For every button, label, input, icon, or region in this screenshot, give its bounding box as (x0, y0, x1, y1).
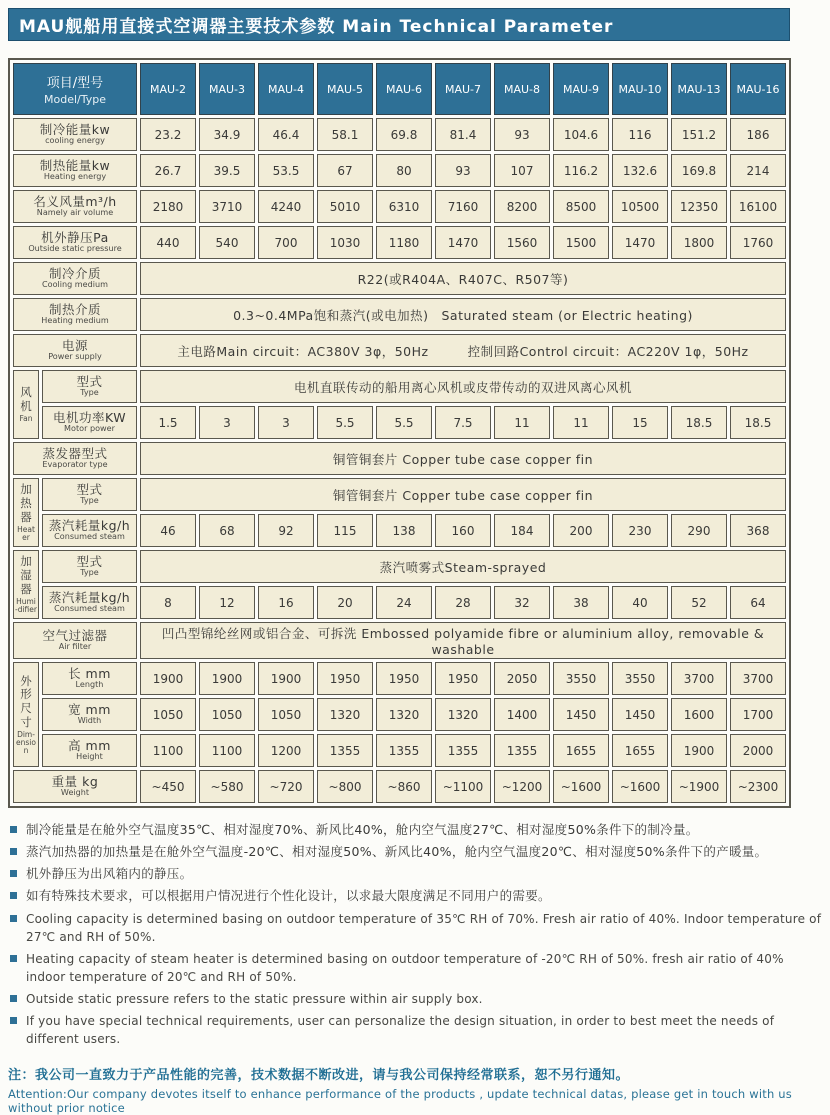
note-text: Cooling capacity is determined basing on outdoor temperature of 35℃ RH of 70%. Fresh air ratio of 40%. Indoor temperature of 27℃ and RH of 50%. (26, 911, 822, 944)
note-item (8, 865, 822, 883)
bullet-square-icon (10, 915, 17, 922)
cell: 3550 (553, 662, 609, 695)
cell: 15 (612, 406, 668, 439)
cell-span: 铜管铜套片 Copper tube case copper fin (140, 442, 786, 475)
cell: 11 (494, 406, 550, 439)
cell-span: 铜管铜套片 Copper tube case copper fin (140, 478, 786, 511)
cell: 8 (140, 586, 196, 619)
note-text: 如有特殊技术要求，可以根据用户情况进行个性化设计，以求最大限度满足不同用户的需要。 (26, 888, 551, 904)
row-humidifier-steam (13, 586, 786, 619)
row-heater-steam (13, 514, 786, 547)
cell: 53.5 (258, 154, 314, 187)
footer-attention-en: Attention:Our company devotes itself to enhance performance of the products , update technical datas, please get in touch with us without prior notice (8, 1086, 792, 1115)
cell: 115 (317, 514, 373, 547)
model-header: MAU-7 (435, 63, 491, 115)
cell: 3700 (671, 662, 727, 695)
row-height (13, 734, 786, 767)
cell: 92 (258, 514, 314, 547)
cell-span: 电机直联传动的船用离心风机或皮带传动的双进风离心风机 (140, 370, 786, 403)
row-label: 蒸汽耗量kg/h Consumed steam (42, 514, 137, 547)
cell: 700 (258, 226, 314, 259)
row-evaporator-type (13, 442, 786, 475)
cell: 1320 (435, 698, 491, 731)
cell: 1500 (553, 226, 609, 259)
cell: 4240 (258, 190, 314, 223)
cell: 116 (612, 118, 668, 151)
cell: 40 (612, 586, 668, 619)
cell: 1450 (612, 698, 668, 731)
cell: 186 (730, 118, 786, 151)
cell-span: 主电路Main circuit：AC380V 3φ，50Hz 控制回路Control circuit：AC220V 1φ，50Hz (140, 334, 786, 367)
corner-header-en: Model/Type (44, 93, 106, 106)
row-label: 高 mm Height (42, 734, 137, 767)
cell: 1180 (376, 226, 432, 259)
cell: 200 (553, 514, 609, 547)
cell: 440 (140, 226, 196, 259)
cell: 2050 (494, 662, 550, 695)
row-label: 制热介质 Heating medium (13, 298, 137, 331)
cell: 46.4 (258, 118, 314, 151)
cell: 80 (376, 154, 432, 187)
row-weight (13, 770, 786, 803)
row-label: 制热能量kw Heating energy (13, 154, 137, 187)
row-length (13, 662, 786, 695)
cell: 107 (494, 154, 550, 187)
row-label: 重量 kg Weight (13, 770, 137, 803)
model-header: MAU-5 (317, 63, 373, 115)
cell: 1.5 (140, 406, 196, 439)
cell: ~1900 (671, 770, 727, 803)
cell: 1030 (317, 226, 373, 259)
note-item (8, 950, 822, 986)
cell: 116.2 (553, 154, 609, 187)
cell: 1655 (553, 734, 609, 767)
row-power-supply (13, 334, 786, 367)
cell: ~860 (376, 770, 432, 803)
group-label-heater: 加热器 Heater (13, 478, 39, 547)
cell: 1470 (435, 226, 491, 259)
cell: 11 (553, 406, 609, 439)
cell: 169.8 (671, 154, 727, 187)
cell-span: 0.3~0.4MPa饱和蒸汽(或电加热) Saturated steam (or Electric heating) (140, 298, 786, 331)
row-heating-energy (13, 154, 786, 187)
cell: 1355 (376, 734, 432, 767)
cell-span: R22(或R404A、R407C、R507等) (140, 262, 786, 295)
cell: 1655 (612, 734, 668, 767)
row-heating-medium (13, 298, 786, 331)
group-label-fan: 风机 Fan (13, 370, 39, 439)
row-cooling-medium (13, 262, 786, 295)
cell: 1900 (671, 734, 727, 767)
cell: ~1100 (435, 770, 491, 803)
note-item (8, 1012, 822, 1048)
row-label: 蒸汽耗量kg/h Consumed steam (42, 586, 137, 619)
note-item (8, 821, 822, 839)
row-motor-power (13, 406, 786, 439)
cell: 18.5 (671, 406, 727, 439)
cell: 20 (317, 586, 373, 619)
corner-header-zh: 项目/型号 (46, 76, 104, 91)
bullet-square-icon (10, 826, 17, 833)
row-heater-type (13, 478, 786, 511)
cell: 7160 (435, 190, 491, 223)
row-label: 空气过滤器 Air filter (13, 622, 137, 659)
cell: 1320 (376, 698, 432, 731)
cell: ~2300 (730, 770, 786, 803)
row-label: 电源 Power supply (13, 334, 137, 367)
bullet-square-icon (10, 955, 17, 962)
cell: 23.2 (140, 118, 196, 151)
bullet-square-icon (10, 995, 17, 1002)
model-header: MAU-6 (376, 63, 432, 115)
cell: 16 (258, 586, 314, 619)
note-item (8, 910, 822, 946)
note-text: If you have special technical requirements, user can personalize the design situation, in order to best meet the needs of different users. (26, 1013, 775, 1046)
cell: 93 (494, 118, 550, 151)
row-label: 宽 mm Width (42, 698, 137, 731)
cell: 3550 (612, 662, 668, 695)
row-humidifier-type (13, 550, 786, 583)
cell: ~1600 (553, 770, 609, 803)
cell: 1950 (376, 662, 432, 695)
corner-header (13, 63, 137, 115)
bullet-square-icon (10, 870, 17, 877)
row-air-volume (13, 190, 786, 223)
row-label: 电机功率KW Motor power (42, 406, 137, 439)
cell: 290 (671, 514, 727, 547)
model-header: MAU-2 (140, 63, 196, 115)
row-label: 型式 Type (42, 370, 137, 403)
row-cooling-energy (13, 118, 786, 151)
cell: 1950 (435, 662, 491, 695)
cell: ~720 (258, 770, 314, 803)
footer-attention-zh: 注：我公司一直致力于产品性能的完善，技术数据不断改进，请与我公司保持经常联系，恕不另行通知。 (8, 1067, 630, 1083)
cell: 1320 (317, 698, 373, 731)
cell: 1600 (671, 698, 727, 731)
row-label: 制冷介质 Cooling medium (13, 262, 137, 295)
model-header: MAU-8 (494, 63, 550, 115)
cell: 38 (553, 586, 609, 619)
cell-span: 蒸汽喷雾式Steam-sprayed (140, 550, 786, 583)
bullet-square-icon (10, 892, 17, 899)
cell: 132.6 (612, 154, 668, 187)
cell: 18.5 (730, 406, 786, 439)
cell: 104.6 (553, 118, 609, 151)
cell: 12 (199, 586, 255, 619)
note-text: 制冷能量是在舱外空气温度35℃、相对湿度70%、新风比40%，舱内空气温度27℃、相对湿度50%条件下的制冷量。 (26, 822, 699, 837)
spec-table (8, 58, 791, 808)
cell: 230 (612, 514, 668, 547)
footer-attention (8, 1064, 822, 1115)
row-label: 制冷能量kw cooling energy (13, 118, 137, 151)
cell: 81.4 (435, 118, 491, 151)
cell: 1400 (494, 698, 550, 731)
cell: ~800 (317, 770, 373, 803)
cell: 6310 (376, 190, 432, 223)
row-static-pressure (13, 226, 786, 259)
cell: 64 (730, 586, 786, 619)
cell: 46 (140, 514, 196, 547)
cell: 93 (435, 154, 491, 187)
note-item (8, 990, 822, 1008)
cell: 1050 (140, 698, 196, 731)
cell: 214 (730, 154, 786, 187)
cell: 2180 (140, 190, 196, 223)
cell: 1355 (317, 734, 373, 767)
cell: 52 (671, 586, 727, 619)
group-label-dimension: 外形尺寸 Dim-ension (13, 662, 39, 767)
cell: 1900 (199, 662, 255, 695)
cell: 1900 (258, 662, 314, 695)
cell: 69.8 (376, 118, 432, 151)
cell: 10500 (612, 190, 668, 223)
row-label: 蒸发器型式 Evaporator type (13, 442, 137, 475)
cell: 3710 (199, 190, 255, 223)
cell: ~1600 (612, 770, 668, 803)
row-air-filter (13, 622, 786, 659)
bullet-square-icon (10, 1017, 17, 1024)
row-width (13, 698, 786, 731)
row-label: 型式 Type (42, 550, 137, 583)
cell: 1450 (553, 698, 609, 731)
bullet-square-icon (10, 848, 17, 855)
model-header: MAU-13 (671, 63, 727, 115)
cell: 67 (317, 154, 373, 187)
note-text: 蒸汽加热器的加热量是在舱外空气温度-20℃、相对湿度50%、新风比40%，舱内空气温度20℃、相对湿度50%条件下的产暖量。 (26, 844, 768, 860)
row-label: 型式 Type (42, 478, 137, 511)
cell: ~1200 (494, 770, 550, 803)
cell: 8500 (553, 190, 609, 223)
cell: 34.9 (199, 118, 255, 151)
model-header: MAU-10 (612, 63, 668, 115)
cell: 151.2 (671, 118, 727, 151)
cell: 540 (199, 226, 255, 259)
cell: 26.7 (140, 154, 196, 187)
note-text: 机外静压为出风箱内的静压。 (26, 866, 193, 882)
model-header: MAU-4 (258, 63, 314, 115)
cell: 3 (199, 406, 255, 439)
cell: 1355 (494, 734, 550, 767)
cell: 368 (730, 514, 786, 547)
row-label: 长 mm Length (42, 662, 137, 695)
cell: 1470 (612, 226, 668, 259)
cell: 1760 (730, 226, 786, 259)
cell: 2000 (730, 734, 786, 767)
cell: 1050 (199, 698, 255, 731)
cell: 32 (494, 586, 550, 619)
cell: 58.1 (317, 118, 373, 151)
cell: 8200 (494, 190, 550, 223)
note-item (8, 887, 822, 905)
note-text: Outside static pressure refers to the static pressure within air supply box. (26, 991, 483, 1006)
notes-section (8, 821, 822, 1048)
row-label: 机外静压Pa Outside static pressure (13, 226, 137, 259)
note-text: Heating capacity of steam heater is determined basing on outdoor temperature of -20℃ RH of 50%. fresh air ratio of 40% indoor temperature of 20℃ and RH of 50%. (26, 951, 784, 984)
page-title-text: MAU舰船用直接式空调器主要技术参数 Main Technical Parameter (19, 17, 614, 37)
model-header: MAU-3 (199, 63, 255, 115)
cell: 1100 (199, 734, 255, 767)
cell: 160 (435, 514, 491, 547)
group-label-humidifier: 加湿器 Humi-difier (13, 550, 39, 619)
cell: 3700 (730, 662, 786, 695)
cell: 5.5 (376, 406, 432, 439)
cell: ~450 (140, 770, 196, 803)
page-title (8, 8, 790, 41)
cell: 1200 (258, 734, 314, 767)
cell: 1950 (317, 662, 373, 695)
cell: 1900 (140, 662, 196, 695)
cell: 7.5 (435, 406, 491, 439)
cell: 28 (435, 586, 491, 619)
cell: 16100 (730, 190, 786, 223)
cell: 12350 (671, 190, 727, 223)
row-label: 名义风量m³/h Namely air volume (13, 190, 137, 223)
cell: 1560 (494, 226, 550, 259)
row-fan-type (13, 370, 786, 403)
cell: 184 (494, 514, 550, 547)
cell: 5.5 (317, 406, 373, 439)
cell: 1355 (435, 734, 491, 767)
cell-span: 凹凸型锦纶丝网或铝合金、可拆洗 Embossed polyamide fibre or aluminium alloy, removable & washable (140, 622, 786, 659)
model-header: MAU-16 (730, 63, 786, 115)
table-header-row (13, 63, 786, 115)
cell: ~580 (199, 770, 255, 803)
cell: 24 (376, 586, 432, 619)
cell: 39.5 (199, 154, 255, 187)
cell: 1050 (258, 698, 314, 731)
cell: 1800 (671, 226, 727, 259)
cell: 5010 (317, 190, 373, 223)
cell: 138 (376, 514, 432, 547)
model-header: MAU-9 (553, 63, 609, 115)
cell: 1700 (730, 698, 786, 731)
cell: 3 (258, 406, 314, 439)
cell: 68 (199, 514, 255, 547)
cell: 1100 (140, 734, 196, 767)
note-item (8, 843, 822, 861)
